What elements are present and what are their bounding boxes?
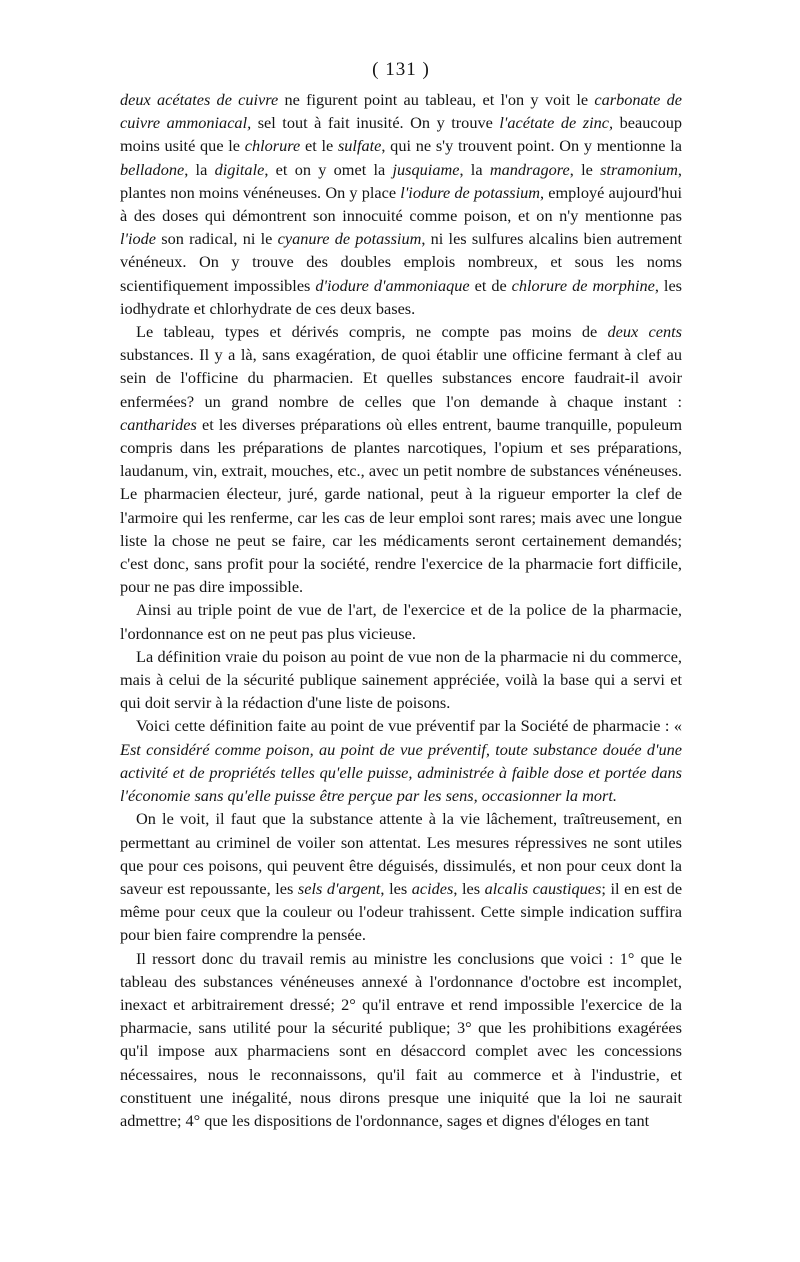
italic-text: alcalis caustiques [484, 878, 602, 898]
italic-text: digitale [214, 159, 265, 179]
text-run: substances. Il y a là, sans exagération, de quoi établir une officine fermant à clef au sein de l'officine du pharmacien. Et quelles substances encore faudrait-il avoir enfermées? un grand nombre de celles que l'on demande à chaque instant : [120, 345, 682, 411]
text-run: son radical, ni le [156, 229, 278, 249]
paragraph-1 [120, 88, 682, 320]
body-text [120, 88, 682, 1132]
italic-text: chlorure de morphine [511, 275, 655, 295]
text-run: , les iodhydrate et chlorhydrate de ces deux bases. [120, 275, 683, 318]
text-run: Le tableau, types et dérivés compris, ne compte pas moins de [136, 322, 608, 342]
paragraph-6 [120, 807, 682, 946]
italic-text: jusquiame [392, 159, 460, 179]
text-run: On le voit, il faut que la substance attente à la vie lâchement, traîtreusement, en permettant au criminel de voiler son attentat. Les mesures répressives ne sont utiles que pour ces poisons, qui peuvent être déguisés, dissimulés, et non pour ceux dont la saveur est repoussante, les [120, 809, 682, 898]
italic-text: stramonium [600, 159, 678, 179]
italic-text: deux acétates de cuivre [120, 90, 279, 109]
italic-text: cantharides [120, 414, 197, 434]
text-run: Il ressort donc du travail remis au ministre les conclusions que voici : 1° que le tableau des substances vénéneuses annexé à l'ordonnance d'octobre est incomplet, inexact et arbitrairement dressé; 2° qu'il entrave et rend impossible l'exercice de la pharmacie, sans utilité pour la sécurité publique; 3° que les prohibitions exagérées qu'il impose aux pharmaciens sont en désaccord complet avec les concessions nécessaires, nous le reconnaissons, qu'il fait au commerce et à l'industrie, et constituent une inégalité, nous dirons presque une iniquité que la loi ne saurait admettre; 4° que les dispositions de l'ordonnance, sages et dignes d'éloges en tant [120, 948, 682, 1130]
text-run: et de [469, 275, 512, 295]
italic-text: d'iodure d'ammoniaque [315, 275, 470, 295]
italic-text: sulfate [337, 136, 382, 156]
text-run: Voici cette définition faite au point de vue préventif par la Société de pharmacie : « [136, 716, 682, 736]
text-run: , plantes non moins vénéneuses. On y place [120, 159, 682, 202]
text-run: , qui ne s'y trouvent point. On y mentionne la [381, 136, 682, 156]
italic-text: deux cents [607, 322, 682, 342]
text-run: La définition vraie du poison au point de vue non de la pharmacie ni du commerce, mais à celui de la sécurité publique sainement appréciée, voilà la base qui a servi et qui doit servir à la rédaction d'une liste de poisons. [120, 646, 682, 713]
text-run: , les [453, 878, 485, 898]
paragraph-7 [120, 947, 682, 1133]
text-run: et les diverses préparations où elles entrent, baume tranquille, populeum compris dans les préparations de plantes narcotiques, l'opium et ses préparations, laudanum, vin, extrait, mouches, etc., avec un petit nombre de substances vénéneuses. Le pharmacien électeur, juré, garde national, peut à la rigueur emporter la clef de l'armoire qui les renferme, car les cas de leur emploi sont rares; mais avec une longue liste la chose ne peut se faire, car les médicaments seront certainement demandés; c'est donc, sans profit pour la société, rendre l'exercice de la pharmacie fort difficile, pour ne pas dire impossible. [120, 414, 682, 597]
italic-text: sels d'argent [297, 878, 381, 898]
text-run: , la [459, 159, 490, 179]
text-run: Ainsi au triple point de vue de l'art, de l'exercice et de la police de la pharmacie, l'ordonnance est on ne peut pas plus vicieuse. [120, 600, 682, 643]
italic-text: acides [411, 878, 454, 898]
text-run: et le [300, 136, 338, 156]
text-run: , employé aujourd'hui à des doses qui démontrent son innocuité comme poison, et on n'y mentionne pas [120, 182, 682, 226]
italic-text: belladone [120, 159, 185, 179]
text-run: , le [569, 159, 601, 179]
italic-text: carbonate de cuivre ammoniacal, [120, 90, 682, 133]
book-page [120, 58, 682, 1132]
text-run: ne figurent point au tableau, et l'on y voit le [278, 90, 595, 109]
text-run: sel tout à fait inusité. On y trouve [251, 113, 500, 133]
paragraph-5 [120, 714, 682, 807]
page-number: ( 131 ) [372, 59, 430, 80]
paragraph-2 [120, 320, 682, 598]
text-run: , les [380, 878, 412, 898]
italic-text: mandragore [489, 159, 570, 179]
text-run: , et on y omet la [264, 159, 393, 179]
italic-text: l'iodure de potassium [400, 182, 540, 202]
text-run: , la [184, 159, 215, 179]
italic-text: cyanure de potassium [277, 229, 422, 249]
italic-text: chlorure [244, 136, 301, 156]
paragraph-4 [120, 645, 682, 715]
text-run: beaucoup moins usité que le [120, 113, 683, 156]
italic-text: l'acétate de zinc, [499, 113, 614, 133]
italic-text: Est considéré comme poison, au point de vue préventif, toute substance douée d'une activité et de propriétés telles qu'elle puisse, administrée à faible dose et portée dans l'économie sans qu'elle puisse être perçue par les sens, occasionner la mort. [120, 739, 682, 806]
paragraph-3 [120, 598, 682, 644]
text-run: , ni les sulfures alcalins bien autrement vénéneux. On y trouve des doubles emplois nombreux, et sous les noms scientifiquement impossibles [120, 229, 682, 295]
italic-text: l'iode [120, 229, 157, 249]
text-run: ; il en est de même pour ceux que la couleur ou l'odeur trahissent. Cette simple indication suffira pour bien faire comprendre la pensée. [120, 878, 683, 945]
